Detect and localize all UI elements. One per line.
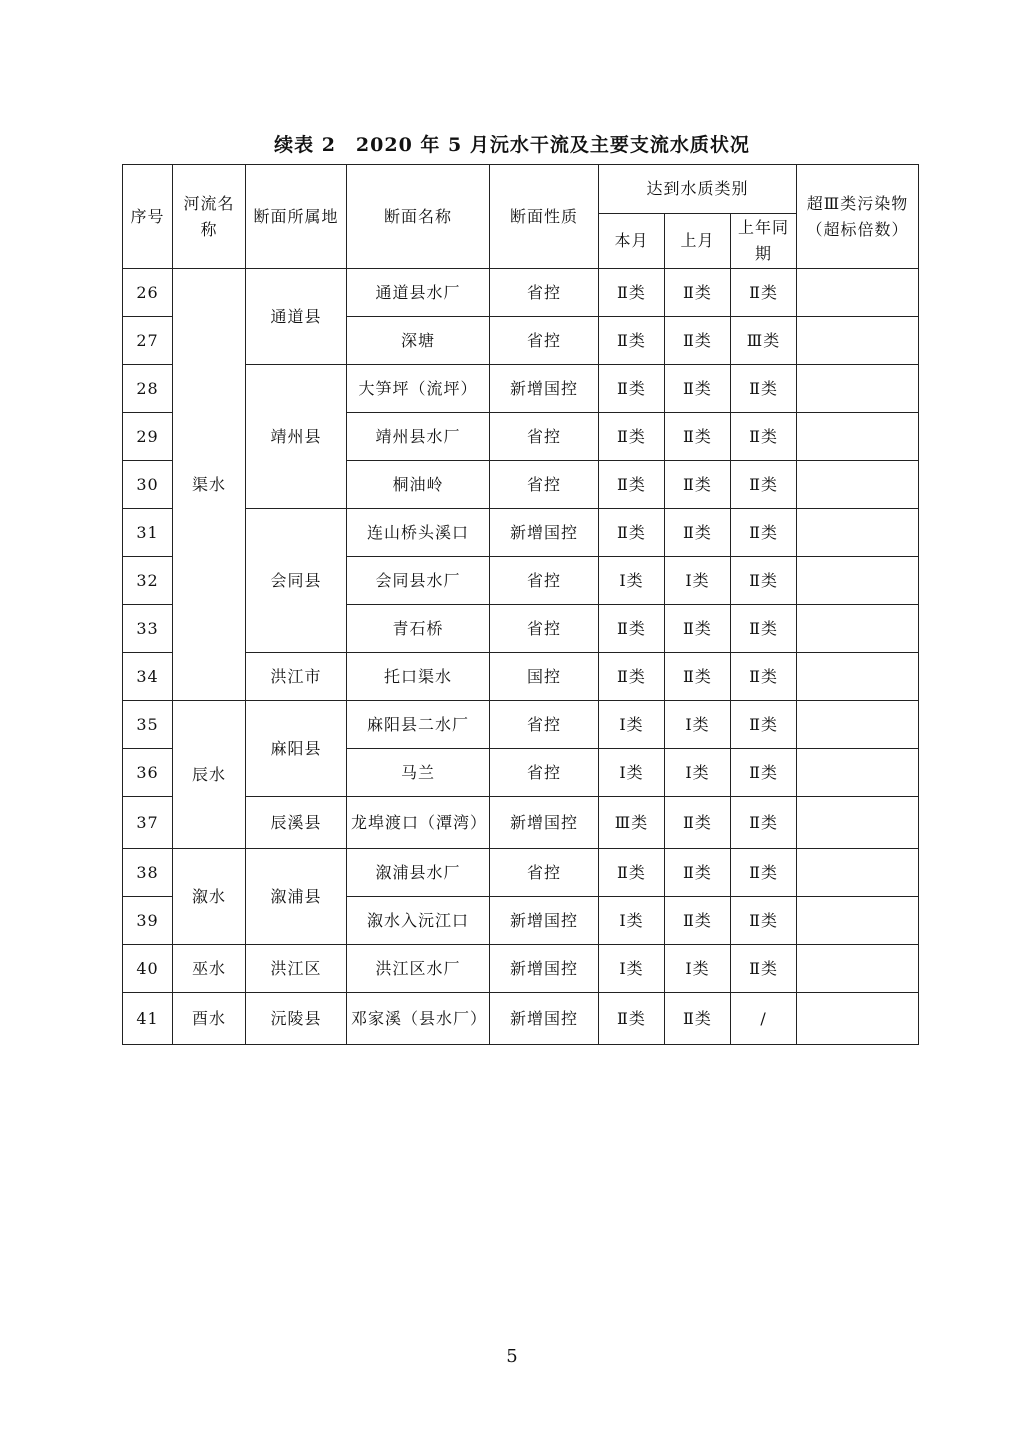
row-no: 28 (123, 365, 173, 413)
exceed-cell (797, 849, 919, 897)
location-cell: 麻阳县 (246, 701, 347, 797)
row-no: 38 (123, 849, 173, 897)
section-name: 桐油岭 (347, 461, 490, 509)
section-nature: 新增国控 (490, 945, 599, 993)
section-name: 溆水入沅江口 (347, 897, 490, 945)
section-name: 马兰 (347, 749, 490, 797)
page-number: 5 (506, 1346, 518, 1367)
class-this-month: Ⅱ类 (599, 269, 665, 317)
table-row (123, 701, 919, 749)
row-no: 27 (123, 317, 173, 365)
class-last-month: Ⅱ类 (665, 317, 731, 365)
exceed-cell (797, 749, 919, 797)
class-last-year: Ⅱ类 (731, 413, 797, 461)
class-last-month: Ⅱ类 (665, 605, 731, 653)
section-nature: 省控 (490, 413, 599, 461)
class-last-year: Ⅱ类 (731, 897, 797, 945)
class-last-year: Ⅱ类 (731, 365, 797, 413)
exceed-cell (797, 509, 919, 557)
class-last-month: Ⅱ类 (665, 461, 731, 509)
class-this-month: Ⅱ类 (599, 461, 665, 509)
location-cell: 洪江市 (246, 653, 347, 701)
header-river: 河流名称 (173, 165, 246, 269)
exceed-cell (797, 945, 919, 993)
exceed-cell (797, 413, 919, 461)
header-section-name: 断面名称 (347, 165, 490, 269)
class-this-month: Ⅱ类 (599, 365, 665, 413)
section-name: 青石桥 (347, 605, 490, 653)
location-cell: 洪江区 (246, 945, 347, 993)
exceed-cell (797, 797, 919, 849)
section-nature: 省控 (490, 269, 599, 317)
class-last-year: Ⅱ类 (731, 461, 797, 509)
class-this-month: Ⅱ类 (599, 993, 665, 1045)
section-name: 连山桥头溪口 (347, 509, 490, 557)
location-cell: 辰溪县 (246, 797, 347, 849)
header-last-month: 上月 (665, 214, 731, 269)
class-last-month: Ⅱ类 (665, 849, 731, 897)
exceed-cell (797, 461, 919, 509)
section-nature: 省控 (490, 701, 599, 749)
river-cell: 溆水 (173, 849, 246, 945)
section-name: 深塘 (347, 317, 490, 365)
class-last-month: Ⅱ类 (665, 993, 731, 1045)
header-nature: 断面性质 (490, 165, 599, 269)
class-this-month: Ⅱ类 (599, 605, 665, 653)
exceed-cell (797, 605, 919, 653)
header-this-month: 本月 (599, 214, 665, 269)
section-name: 溆浦县水厂 (347, 849, 490, 897)
location-cell: 靖州县 (246, 365, 347, 509)
class-last-year: Ⅱ类 (731, 749, 797, 797)
table-row (123, 269, 919, 317)
row-no: 39 (123, 897, 173, 945)
class-last-month: Ⅱ类 (665, 269, 731, 317)
class-last-month: Ⅰ类 (665, 749, 731, 797)
header-category: 达到水质类别 (599, 165, 797, 214)
row-no: 30 (123, 461, 173, 509)
class-last-month: Ⅱ类 (665, 413, 731, 461)
section-nature: 省控 (490, 461, 599, 509)
class-last-year: Ⅱ类 (731, 797, 797, 849)
exceed-cell (797, 993, 919, 1045)
section-nature: 省控 (490, 605, 599, 653)
class-this-month: Ⅱ类 (599, 849, 665, 897)
class-last-year: Ⅱ类 (731, 605, 797, 653)
table-row (123, 945, 919, 993)
section-nature: 新增国控 (490, 897, 599, 945)
class-last-year: / (731, 993, 797, 1045)
class-last-year: Ⅱ类 (731, 653, 797, 701)
row-no: 41 (123, 993, 173, 1045)
class-last-year: Ⅱ类 (731, 945, 797, 993)
class-last-month: Ⅱ类 (665, 365, 731, 413)
class-this-month: Ⅰ类 (599, 897, 665, 945)
section-name: 托口渠水 (347, 653, 490, 701)
river-cell: 巫水 (173, 945, 246, 993)
class-last-month: Ⅰ类 (665, 945, 731, 993)
class-last-year: Ⅱ类 (731, 269, 797, 317)
class-last-year: Ⅱ类 (731, 701, 797, 749)
exceed-cell (797, 557, 919, 605)
exceed-cell (797, 897, 919, 945)
section-name: 大笋坪（流坪） (347, 365, 490, 413)
location-cell: 会同县 (246, 509, 347, 653)
header-last-year: 上年同期 (731, 214, 797, 269)
row-no: 32 (123, 557, 173, 605)
section-nature: 新增国控 (490, 365, 599, 413)
class-last-month: Ⅱ类 (665, 897, 731, 945)
exceed-cell (797, 317, 919, 365)
section-name: 麻阳县二水厂 (347, 701, 490, 749)
class-this-month: Ⅱ类 (599, 653, 665, 701)
header-location: 断面所属地 (246, 165, 347, 269)
section-name: 龙埠渡口（潭湾） (347, 797, 490, 849)
row-no: 29 (123, 413, 173, 461)
row-no: 26 (123, 269, 173, 317)
section-name: 会同县水厂 (347, 557, 490, 605)
class-last-month: Ⅰ类 (665, 701, 731, 749)
row-no: 35 (123, 701, 173, 749)
class-this-month: Ⅰ类 (599, 945, 665, 993)
class-this-month: Ⅲ类 (599, 797, 665, 849)
section-nature: 省控 (490, 557, 599, 605)
exceed-cell (797, 365, 919, 413)
class-this-month: Ⅱ类 (599, 317, 665, 365)
table-row (123, 849, 919, 897)
river-cell: 酉水 (173, 993, 246, 1045)
section-name: 洪江区水厂 (347, 945, 490, 993)
river-cell: 渠水 (173, 269, 246, 701)
section-nature: 新增国控 (490, 797, 599, 849)
water-quality-table (122, 164, 919, 1045)
class-this-month: Ⅱ类 (599, 413, 665, 461)
row-no: 37 (123, 797, 173, 849)
class-last-year: Ⅱ类 (731, 509, 797, 557)
class-last-year: Ⅱ类 (731, 849, 797, 897)
class-this-month: Ⅰ类 (599, 701, 665, 749)
class-this-month: Ⅱ类 (599, 509, 665, 557)
river-cell: 辰水 (173, 701, 246, 849)
row-no: 36 (123, 749, 173, 797)
location-cell: 溆浦县 (246, 849, 347, 945)
section-nature: 新增国控 (490, 509, 599, 557)
row-no: 31 (123, 509, 173, 557)
class-last-year: Ⅱ类 (731, 557, 797, 605)
class-this-month: Ⅰ类 (599, 557, 665, 605)
section-nature: 省控 (490, 749, 599, 797)
row-no: 40 (123, 945, 173, 993)
section-nature: 省控 (490, 317, 599, 365)
header-seq: 序号 (123, 165, 173, 269)
section-nature: 省控 (490, 849, 599, 897)
location-cell: 沅陵县 (246, 993, 347, 1045)
exceed-cell (797, 653, 919, 701)
row-no: 33 (123, 605, 173, 653)
class-last-month: Ⅱ类 (665, 797, 731, 849)
section-name: 靖州县水厂 (347, 413, 490, 461)
table-row (123, 993, 919, 1045)
row-no: 34 (123, 653, 173, 701)
class-last-year: Ⅲ类 (731, 317, 797, 365)
section-nature: 新增国控 (490, 993, 599, 1045)
location-cell: 通道县 (246, 269, 347, 365)
class-last-month: Ⅱ类 (665, 509, 731, 557)
exceed-cell (797, 701, 919, 749)
section-name: 通道县水厂 (347, 269, 490, 317)
exceed-cell (797, 269, 919, 317)
table-title: 续表 2 2020 年 5 月沅水干流及主要支流水质状况 (274, 134, 750, 156)
header-exceed: 超Ⅲ类污染物（超标倍数） (797, 165, 919, 269)
class-this-month: Ⅰ类 (599, 749, 665, 797)
class-last-month: Ⅰ类 (665, 557, 731, 605)
section-nature: 国控 (490, 653, 599, 701)
section-name: 邓家溪（县水厂） (347, 993, 490, 1045)
class-last-month: Ⅱ类 (665, 653, 731, 701)
